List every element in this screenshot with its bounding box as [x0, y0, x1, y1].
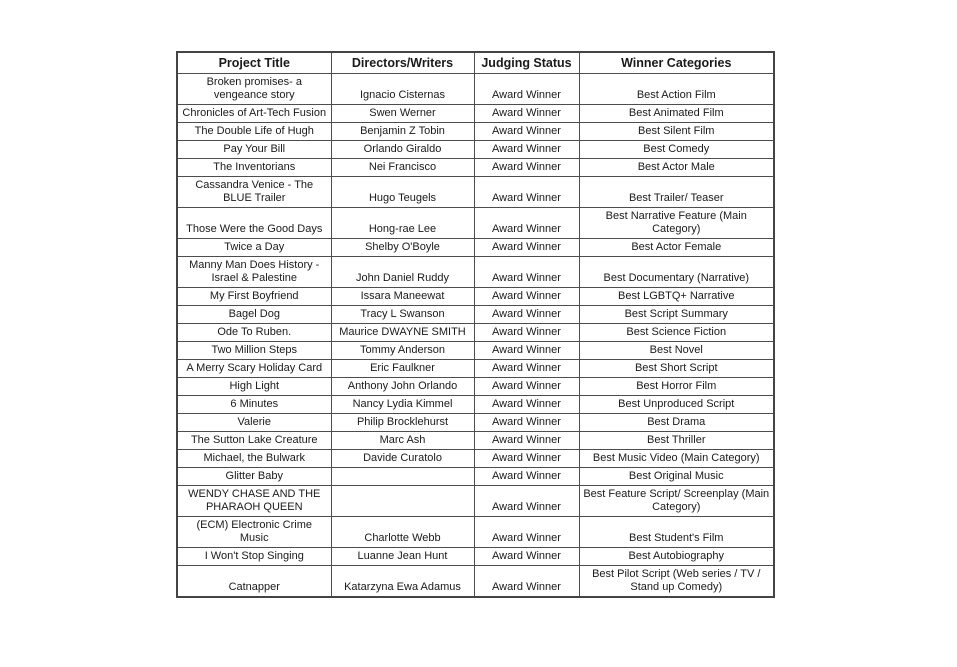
cell-winner-categories: Best Student's Film [579, 517, 774, 548]
cell-judging-status: Award Winner [474, 177, 579, 208]
cell-judging-status: Award Winner [474, 432, 579, 450]
cell-winner-categories: Best Autobiography [579, 548, 774, 566]
header-row [177, 52, 774, 74]
cell-judging-status: Award Winner [474, 450, 579, 468]
cell-judging-status: Award Winner [474, 468, 579, 486]
table-row [177, 105, 774, 123]
cell-winner-categories: Best Original Music [579, 468, 774, 486]
cell-judging-status: Award Winner [474, 105, 579, 123]
cell-judging-status: Award Winner [474, 342, 579, 360]
cell-judging-status: Award Winner [474, 239, 579, 257]
table-row [177, 239, 774, 257]
table-row [177, 159, 774, 177]
cell-project-title: Pay Your Bill [177, 141, 331, 159]
table-row [177, 566, 774, 598]
table-row [177, 360, 774, 378]
cell-directors-writers [331, 486, 474, 517]
cell-directors-writers: Hong-rae Lee [331, 208, 474, 239]
awards-table [176, 51, 775, 598]
cell-project-title: High Light [177, 378, 331, 396]
cell-directors-writers: Katarzyna Ewa Adamus [331, 566, 474, 598]
cell-winner-categories: Best Pilot Script (Web series / TV / Stand up Comedy) [579, 566, 774, 598]
table-row [177, 396, 774, 414]
cell-directors-writers: Hugo Teugels [331, 177, 474, 208]
cell-winner-categories: Best Short Script [579, 360, 774, 378]
cell-winner-categories: Best Thriller [579, 432, 774, 450]
cell-directors-writers: Davide Curatolo [331, 450, 474, 468]
table-row [177, 486, 774, 517]
cell-directors-writers: Luanne Jean Hunt [331, 548, 474, 566]
cell-winner-categories: Best Animated Film [579, 105, 774, 123]
cell-project-title: WENDY CHASE AND THE PHARAOH QUEEN [177, 486, 331, 517]
cell-project-title: A Merry Scary Holiday Card [177, 360, 331, 378]
cell-judging-status: Award Winner [474, 414, 579, 432]
table-row [177, 257, 774, 288]
cell-project-title: (ECM) Electronic Crime Music [177, 517, 331, 548]
cell-judging-status: Award Winner [474, 306, 579, 324]
cell-winner-categories: Best Drama [579, 414, 774, 432]
table-row [177, 141, 774, 159]
table-header [177, 52, 774, 74]
cell-project-title: Michael, the Bulwark [177, 450, 331, 468]
cell-directors-writers: Maurice DWAYNE SMITH [331, 324, 474, 342]
cell-directors-writers: Marc Ash [331, 432, 474, 450]
cell-directors-writers: Issara Maneewat [331, 288, 474, 306]
cell-winner-categories: Best Narrative Feature (Main Category) [579, 208, 774, 239]
cell-judging-status: Award Winner [474, 396, 579, 414]
table-row [177, 177, 774, 208]
cell-project-title: Glitter Baby [177, 468, 331, 486]
cell-judging-status: Award Winner [474, 123, 579, 141]
cell-winner-categories: Best Novel [579, 342, 774, 360]
cell-project-title: 6 Minutes [177, 396, 331, 414]
cell-project-title: Cassandra Venice - The BLUE Trailer [177, 177, 331, 208]
cell-directors-writers: John Daniel Ruddy [331, 257, 474, 288]
cell-winner-categories: Best Music Video (Main Category) [579, 450, 774, 468]
cell-judging-status: Award Winner [474, 548, 579, 566]
cell-winner-categories: Best Trailer/ Teaser [579, 177, 774, 208]
column-header-project-title: Project Title [177, 52, 331, 74]
cell-directors-writers: Shelby O'Boyle [331, 239, 474, 257]
cell-winner-categories: Best Science Fiction [579, 324, 774, 342]
cell-directors-writers: Nei Francisco [331, 159, 474, 177]
cell-project-title: Two Million Steps [177, 342, 331, 360]
cell-directors-writers: Tommy Anderson [331, 342, 474, 360]
cell-directors-writers: Nancy Lydia Kimmel [331, 396, 474, 414]
cell-directors-writers: Swen Werner [331, 105, 474, 123]
cell-judging-status: Award Winner [474, 257, 579, 288]
cell-project-title: Manny Man Does History - Israel & Palestine [177, 257, 331, 288]
cell-winner-categories: Best LGBTQ+ Narrative [579, 288, 774, 306]
cell-directors-writers: Anthony John Orlando [331, 378, 474, 396]
cell-judging-status: Award Winner [474, 486, 579, 517]
cell-project-title: Those Were the Good Days [177, 208, 331, 239]
cell-directors-writers: Benjamin Z Tobin [331, 123, 474, 141]
cell-directors-writers: Philip Brocklehurst [331, 414, 474, 432]
cell-judging-status: Award Winner [474, 74, 579, 105]
cell-winner-categories: Best Horror Film [579, 378, 774, 396]
cell-project-title: Ode To Ruben. [177, 324, 331, 342]
table-row [177, 123, 774, 141]
table-row [177, 288, 774, 306]
table-row [177, 74, 774, 105]
cell-project-title: Catnapper [177, 566, 331, 598]
table-row [177, 208, 774, 239]
cell-winner-categories: Best Actor Male [579, 159, 774, 177]
cell-directors-writers [331, 468, 474, 486]
cell-judging-status: Award Winner [474, 517, 579, 548]
column-header-directors-writers: Directors/Writers [331, 52, 474, 74]
column-header-judging-status: Judging Status [474, 52, 579, 74]
table-body [177, 74, 774, 598]
cell-project-title: The Sutton Lake Creature [177, 432, 331, 450]
cell-winner-categories: Best Script Summary [579, 306, 774, 324]
cell-winner-categories: Best Documentary (Narrative) [579, 257, 774, 288]
cell-winner-categories: Best Comedy [579, 141, 774, 159]
cell-project-title: Chronicles of Art-Tech Fusion [177, 105, 331, 123]
cell-project-title: The Double Life of Hugh [177, 123, 331, 141]
cell-project-title: I Won't Stop Singing [177, 548, 331, 566]
table-row [177, 450, 774, 468]
cell-project-title: Bagel Dog [177, 306, 331, 324]
cell-judging-status: Award Winner [474, 141, 579, 159]
cell-directors-writers: Eric Faulkner [331, 360, 474, 378]
cell-winner-categories: Best Unproduced Script [579, 396, 774, 414]
table-row [177, 468, 774, 486]
cell-directors-writers: Tracy L Swanson [331, 306, 474, 324]
cell-judging-status: Award Winner [474, 360, 579, 378]
cell-directors-writers: Ignacio Cisternas [331, 74, 474, 105]
cell-judging-status: Award Winner [474, 324, 579, 342]
table-row [177, 414, 774, 432]
cell-judging-status: Award Winner [474, 288, 579, 306]
cell-project-title: Valerie [177, 414, 331, 432]
cell-winner-categories: Best Action Film [579, 74, 774, 105]
cell-project-title: The Inventorians [177, 159, 331, 177]
table-row [177, 517, 774, 548]
cell-winner-categories: Best Actor Female [579, 239, 774, 257]
cell-judging-status: Award Winner [474, 566, 579, 598]
table-row [177, 324, 774, 342]
cell-judging-status: Award Winner [474, 378, 579, 396]
table-row [177, 548, 774, 566]
cell-project-title: My First Boyfriend [177, 288, 331, 306]
cell-project-title: Twice a Day [177, 239, 331, 257]
table-row [177, 342, 774, 360]
table-row [177, 378, 774, 396]
cell-project-title: Broken promises- a vengeance story [177, 74, 331, 105]
cell-winner-categories: Best Feature Script/ Screenplay (Main Category) [579, 486, 774, 517]
cell-judging-status: Award Winner [474, 159, 579, 177]
cell-judging-status: Award Winner [474, 208, 579, 239]
table-row [177, 306, 774, 324]
table-row [177, 432, 774, 450]
cell-winner-categories: Best Silent Film [579, 123, 774, 141]
cell-directors-writers: Orlando Giraldo [331, 141, 474, 159]
cell-directors-writers: Charlotte Webb [331, 517, 474, 548]
column-header-winner-categories: Winner Categories [579, 52, 774, 74]
